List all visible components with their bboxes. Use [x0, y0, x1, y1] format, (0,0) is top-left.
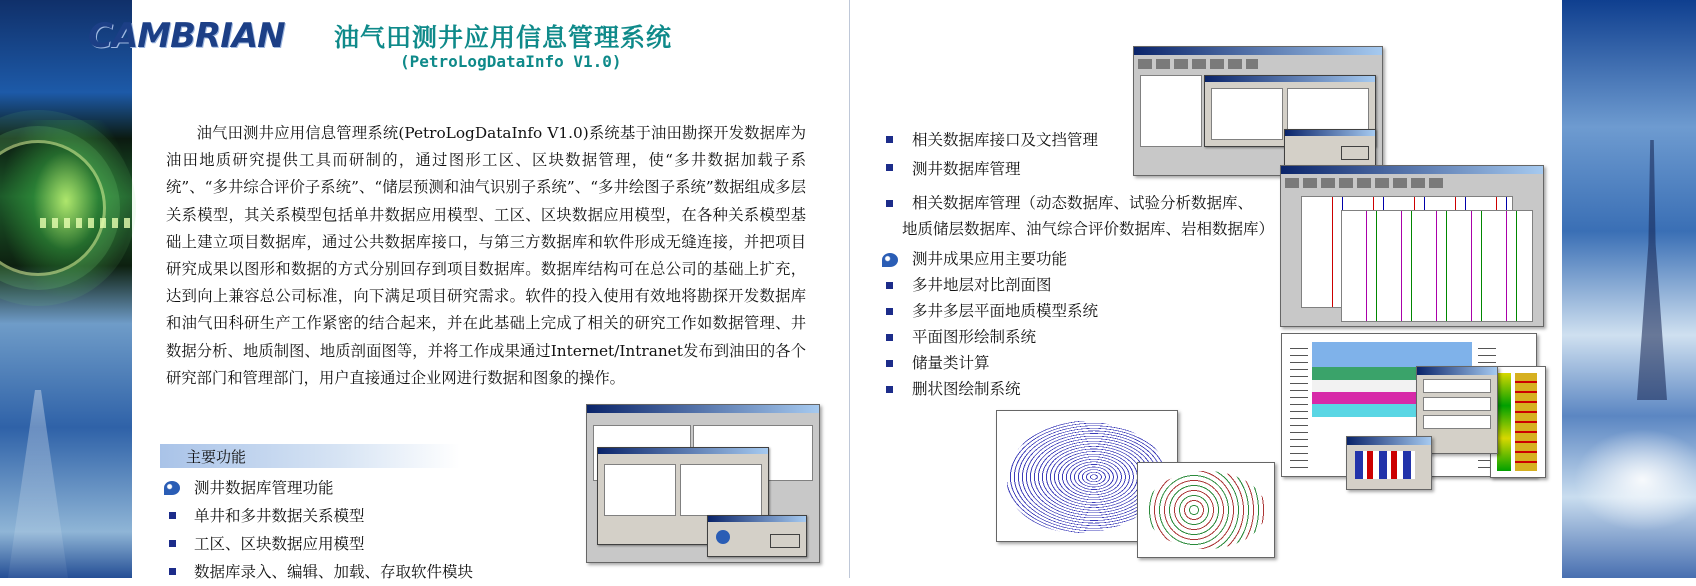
square-bullet-icon — [886, 282, 893, 289]
database-manager-screenshot — [586, 404, 820, 563]
square-bullet-icon — [886, 164, 893, 171]
page-divider — [849, 0, 850, 578]
scatter-map-screenshot — [1137, 462, 1275, 558]
list-item: 测井数据库管理 — [882, 154, 1274, 184]
list-item: 多井地层对比剖面图 — [882, 272, 1098, 298]
intro-paragraph: 油气田测井应用信息管理系统(PetroLogDataInfo V1.0)系统基于油田勘探开发数据库为油田地质研究提供工具而研制的，通过图形工区、区块数据管理，使“多井数据加载子系统”、“多井综合评价子系统”、“储层预测和油气识别子系统”、“多井绘图子系统”数据组成多层关系模型，其关系模型包括单井数据应用模型、工区、区块数据应用模型，在各种关系模型基础上建立项目数据库，通过公共数据库接口，与第三方数据库和软件形成无缝连接，并把项目研究成果以图形和数据的方式分别回存到项目数据库。数据库结构可在总公司的基础上扩充，达到向上兼容总公司标准，向下满足项目研究需求。软件的投入使用有效地将勘探开发数据库和油气田科研生产工作紧密的结合起来，并在此基础上完成了相关的研究工作如数据管理、井数据分析、地质制图、地质剖面图等，并将工作成果通过Internet/Intranet发布到油田的各个研究部门和管理部门，用户直接通过企业网进行数据和图象的操作。 — [166, 124, 806, 387]
list-item: 单井和多井数据关系模型 — [164, 502, 473, 530]
swirl-icon — [882, 253, 898, 267]
square-bullet-icon — [169, 512, 176, 519]
list-item: 相关数据库管理（动态数据库、试验分析数据库、 — [882, 190, 1274, 216]
list-item: 测井成果应用主要功能 — [882, 246, 1098, 272]
list-item: 数据库录入、编辑、加载、存取软件模块 — [164, 558, 473, 586]
left-decorative-strip — [0, 0, 132, 578]
list-item: 储量类计算 — [882, 350, 1098, 376]
list-item: 测井数据库管理功能 — [164, 474, 473, 502]
light-glow-graphic — [1562, 420, 1696, 540]
list-item-continuation: 地质储层数据库、油气综合评价数据库、岩相数据库） — [902, 220, 1275, 238]
right-decorative-strip — [1562, 0, 1696, 578]
square-bullet-icon — [886, 200, 893, 207]
well-log-screenshot — [1280, 165, 1544, 327]
square-bullet-icon — [169, 568, 176, 575]
database-feature-list — [882, 126, 1274, 242]
list-item: 平面图形绘制系统 — [882, 324, 1098, 350]
list-item: 相关数据库接口及文挡管理 — [882, 126, 1274, 154]
main-functions-list — [164, 474, 473, 586]
log-results-list — [882, 246, 1098, 402]
main-functions-header — [160, 444, 460, 468]
cambrian-logo: CAMBRIAN — [88, 16, 285, 56]
square-bullet-icon — [169, 540, 176, 547]
square-bullet-icon — [886, 334, 893, 341]
dotted-line-graphic — [40, 218, 132, 228]
list-item: 多井多层平面地质模型系统 — [882, 298, 1098, 324]
square-bullet-icon — [886, 360, 893, 367]
square-bullet-icon — [886, 308, 893, 315]
curve-panel-screenshot — [1490, 366, 1546, 478]
square-bullet-icon — [886, 136, 893, 143]
main-functions-title: 主要功能 — [186, 448, 247, 466]
swirl-icon — [164, 481, 180, 495]
oil-rig-silhouette-graphic — [1622, 140, 1682, 400]
page-subtitle: (PetroLogDataInfo V1.0) — [400, 52, 622, 71]
page-title: 油气田测井应用信息管理系统 — [334, 23, 673, 52]
list-item: 删状图绘制系统 — [882, 376, 1098, 402]
list-item: 工区、区块数据应用模型 — [164, 530, 473, 558]
legend-dialog-screenshot — [1346, 436, 1432, 490]
square-bullet-icon — [886, 386, 893, 393]
tower-silhouette-graphic — [8, 390, 68, 578]
